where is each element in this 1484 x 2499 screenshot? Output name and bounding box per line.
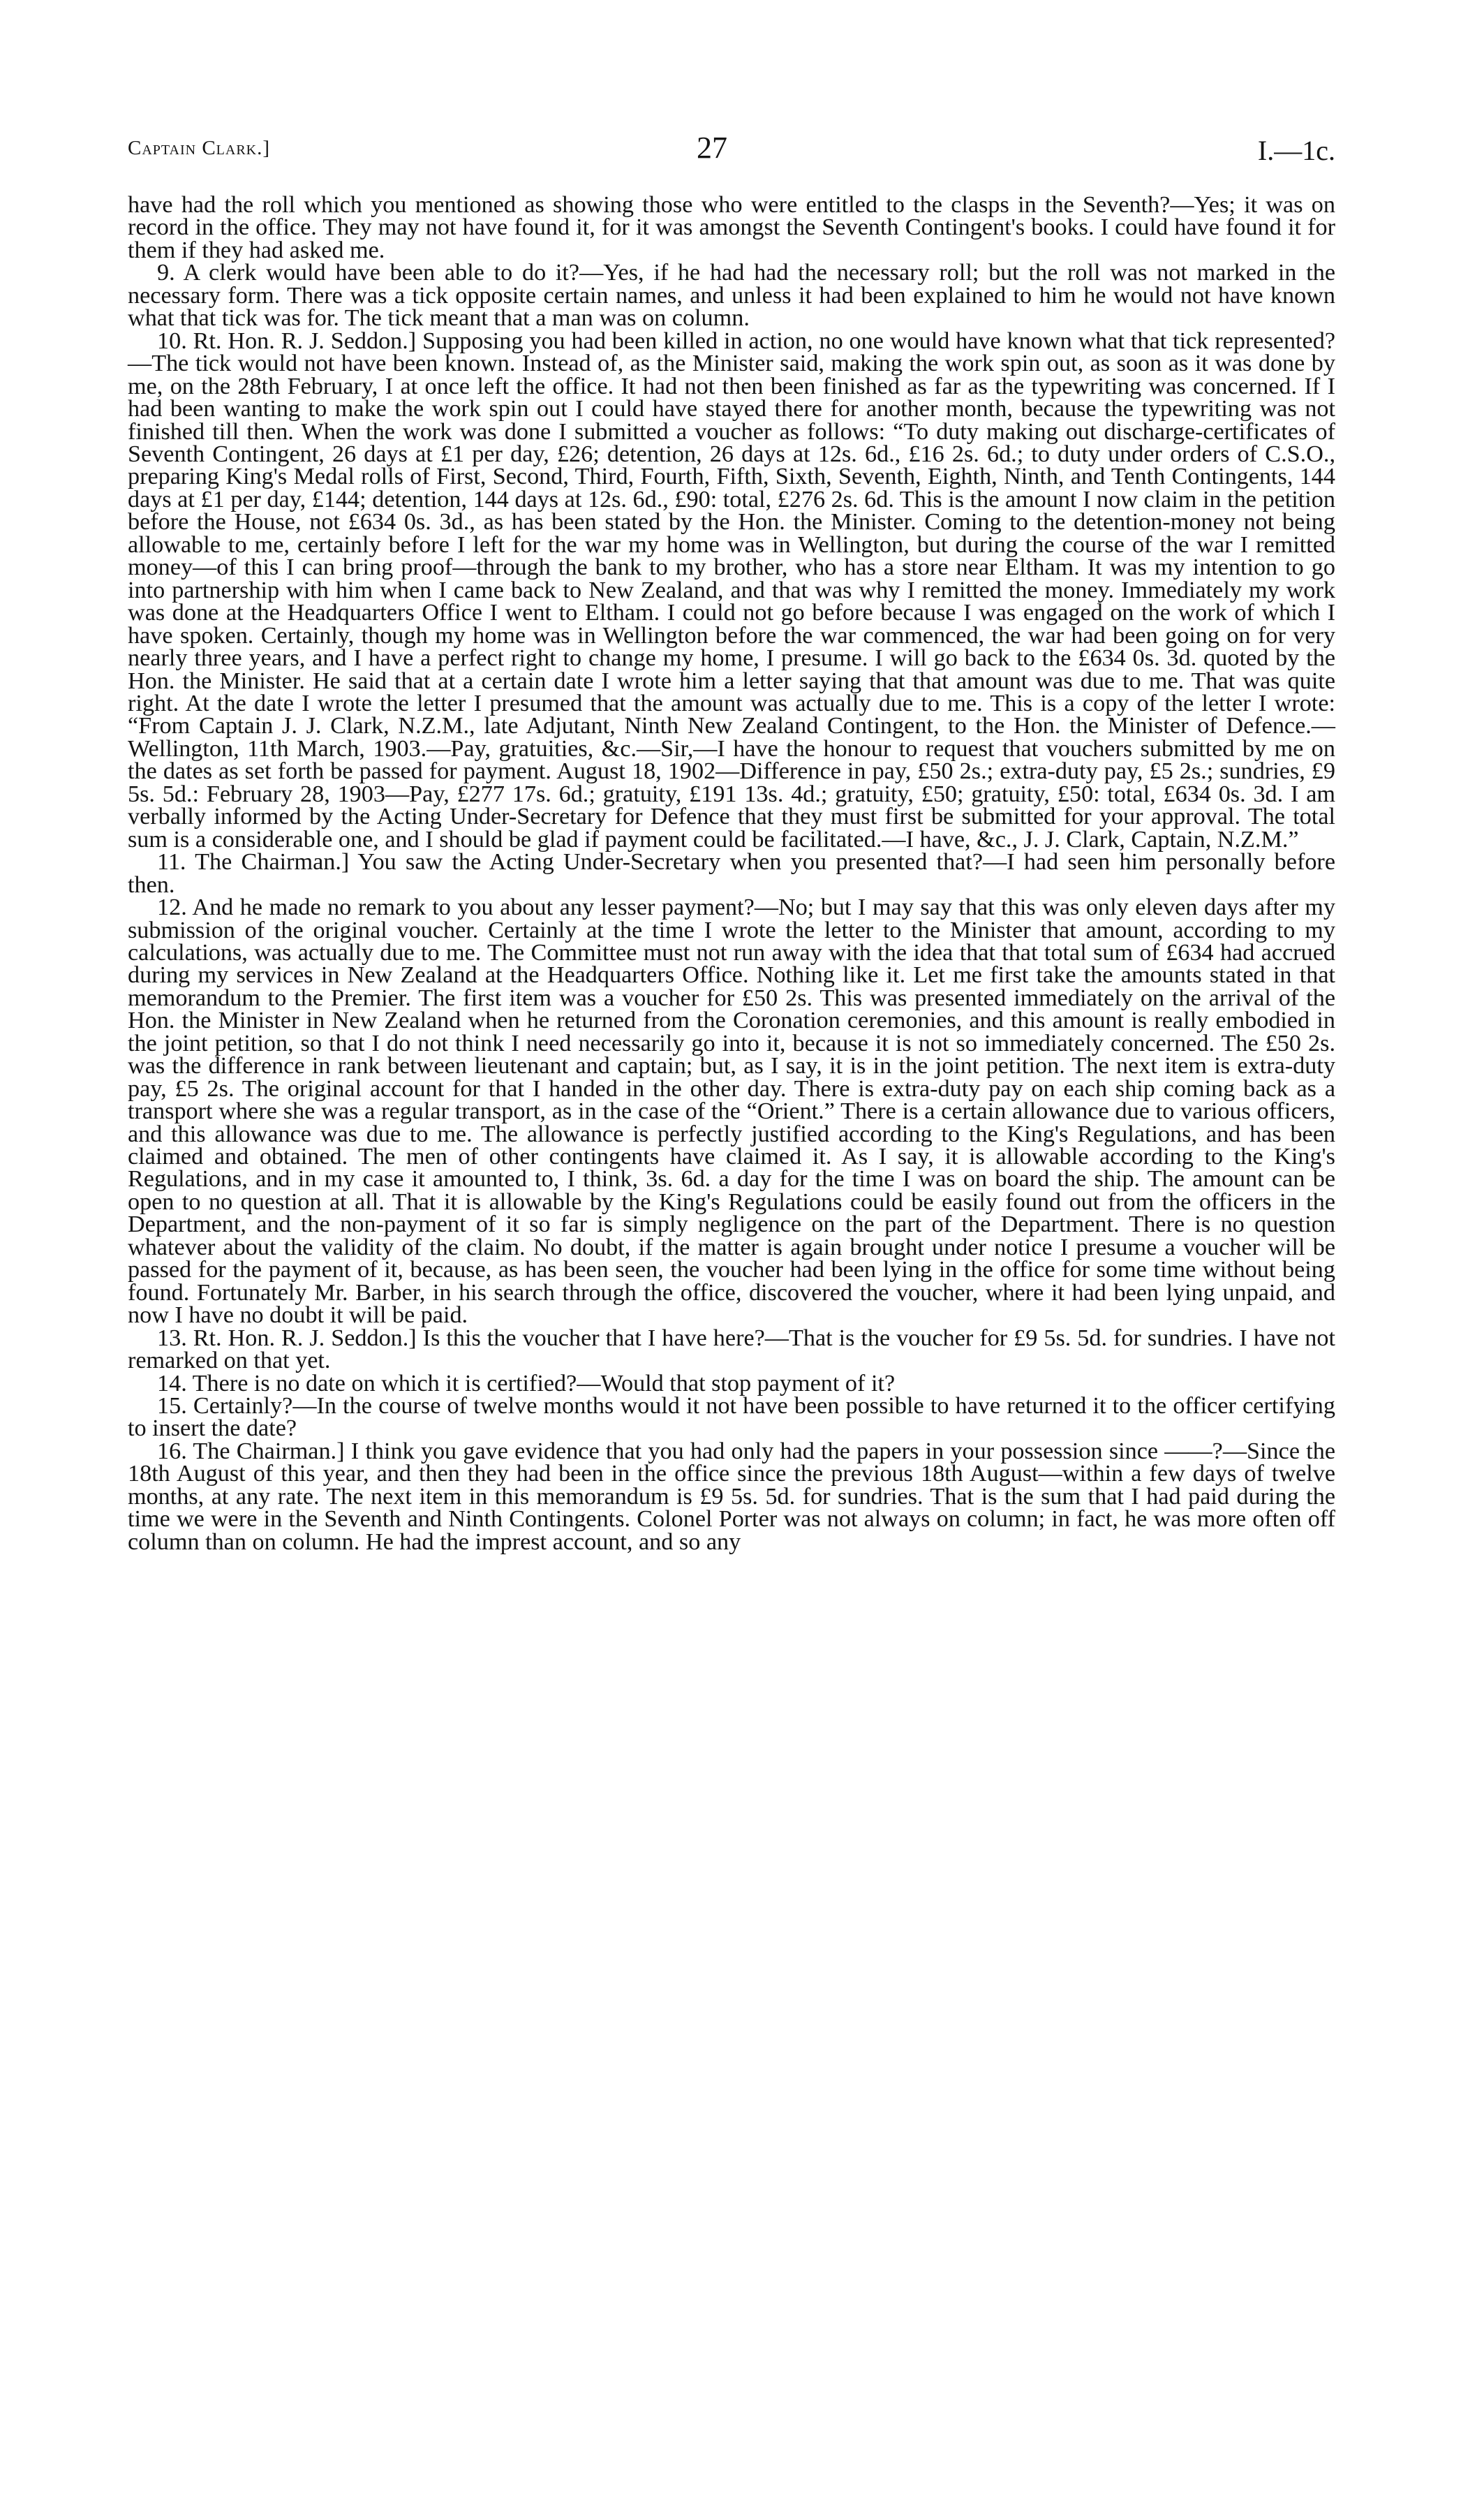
paragraph-16: 16. The Chairman.] I think you gave evidence that you had only had the papers in your possession since ——?—Since the 18th August of this year, and then they had been in the office since the previous 18th August—within a few days of twelve months, at any rate. The next item in this memorandum is £9 5s. 5d. for sundries. That is the sum that I had paid during the time we were in the Seventh and Ninth Contingents. Colonel Porter was not always on column; in fact, he was more often off column than on column. He had the imprest account, and so any: [128, 1438, 1335, 1555]
paragraph-11: 11. The Chairman.] You saw the Acting Under-Secretary when you presented that?—I had seen him personally before then.: [128, 849, 1335, 898]
paragraph-15: 15. Certainly?—In the course of twelve months would it not have been possible to have returned it to the officer certifying to insert the date?: [128, 1393, 1335, 1442]
paragraph-13: 13. Rt. Hon. R. J. Seddon.] Is this the voucher that I have here?—That is the voucher for £9 5s. 5d. for sundries. I have not remarked on that yet.: [128, 1325, 1335, 1374]
paragraph-14: 14. There is no date on which it is certified?—Would that stop payment of it?: [157, 1370, 896, 1396]
document-reference: I.—1c.: [1257, 135, 1335, 166]
paragraph-9: 9. A clerk would have been able to do it?—Yes, if he had had the necessary roll; but the roll was not marked in the necessary form. There was a tick opposite certain names, and unless it had been explained to him he would not have known what that tick was for. The tick meant that a man was on column.: [128, 260, 1335, 332]
page-header: [128, 130, 1335, 172]
paragraph-10: 10. Rt. Hon. R. J. Seddon.] Supposing you had been killed in action, no one would have known what that tick represented?—The tick would not have been known. Instead of, as the Minister said, making the work spin out, as soon as it was done by me, on the 28th February, I at once left the office. It had not then been finished as far as the typewriting was concerned. If I had been wanting to make the work spin out I could have stayed there for another month, because the typewriting was not finished till then. When the work was done I submitted a voucher as follows: “To duty making out discharge-certificates of Seventh Contingent, 26 days at £1 per day, £26; detention, 26 days at 12s. 6d., £16 2s. 6d.; to duty under orders of C.S.O., preparing King's Medal rolls of First, Second, Third, Fourth, Fifth, Sixth, Seventh, Eighth, Ninth, and Tenth Contingents, 144 days at £1 per day, £144; detention, 144 days at 12s. 6d., £90: total, £276 2s. 6d. This is the amount I now claim in the petition before the House, not £634 0s. 3d., as has been stated by the Hon. the Minister. Coming to the detention-money not being allowable to me, certainly before I left for the war my home was in Wellington, but during the course of the war I remitted money—of this I can bring proof—through the bank to my brother, who has a store near Eltham. It was my intention to go into partnership with him when I came back to New Zealand, and that was why I remitted the money. Immediately my work was done at the Headquarters Office I went to Eltham. I could not go before because I was engaged on the work of which I have spoken. Certainly, though my home was in Wellington before the war commenced, the war had been going on for very nearly three years, and I have a perfect right to change my home, I presume. I will go back to the £634 0s. 3d. quoted by the Hon. the Minister. He said that at a certain date I wrote him a letter saying that that amount was due to me. That was quite right. At the date I wrote the letter I presumed that the amount was actually due to me. This is a copy of the letter I wrote: “From Captain J. J. Clark, N.Z.M., late Adjutant, Ninth New Zealand Contingent, to the Hon. the Minister of Defence.—Wellington, 11th March, 1903.—Pay, gratuities, &c.—Sir,—I have the honour to request that vouchers submitted by me on the dates as set forth be passed for payment. August 18, 1902—Difference in pay, £50 2s.; extra-duty pay, £5 2s.; sundries, £9 5s. 5d.: February 28, 1903—Pay, £277 17s. 6d.; gratuity, £191 13s. 4d.; gratuity, £50; gratuity, £50: total, £634 0s. 3d. I am verbally informed by the Acting Under-Secretary for Defence that they must first be submitted for your approval. The total sum is a considerable one, and I should be glad if payment could be facilitated.—I have, &c., J. J. Clark, Captain, N.Z.M.”: [128, 327, 1335, 853]
body-text: [128, 194, 1335, 1554]
page-number: 27: [697, 131, 727, 165]
paragraph-continuation: have had the roll which you mentioned as showing those who were entitled to the clasps in the Seventh?—Yes; it was on record in the office. They may not have found it, for it was amongst the Seventh Contingent's books. I could have found it for them if they had asked me.: [128, 192, 1335, 263]
paragraph-12: 12. And he made no remark to you about any lesser payment?—No; but I may say that this was only eleven days after my submission of the original voucher. Certainly at the time I wrote the letter to the Minister that amount, according to my calculations, was actually due to me. The Committee must not run away with the idea that that total sum of £634 had accrued during my services in New Zealand at the Headquarters Office. Nothing like it. Let me first take the amounts stated in that memorandum to the Premier. The first item was a voucher for £50 2s. This was presented immediately on the arrival of the Hon. the Minister in New Zealand when he returned from the Coronation ceremonies, and this amount is really embodied in the joint petition, so that I do not think I need necessarily go into it, because it is not so immediately concerned. The £50 2s. was the difference in rank between lieutenant and captain; but, as I say, it is in the joint petition. The next item is extra-duty pay, £5 2s. The original account for that I handed in the other day. There is extra-duty pay on each ship coming back as a transport where she was a regular transport, as in the case of the “Orient.” There is a certain allowance due to various officers, and this allowance was due to me. The allowance is perfectly justified according to the King's Regulations, and has been claimed and obtained. The men of other contingents have claimed it. As I say, it is allowable according to the King's Regulations, and in my case it amounted to, I think, 3s. 6d. a day for the time I was on board the ship. The amount can be open to no question at all. That it is allowable by the King's Regulations could be easily found out from the officers in the Department, and the non-payment of it so far is simply negligence on the part of the Department. There is no question whatever about the validity of the claim. No doubt, if the matter is again brought under notice I presume a voucher will be passed for the payment of it, because, as has been seen, the voucher had been lying in the office for some time without being found. Fortunately Mr. Barber, in his search through the office, discovered the voucher, where it had been lying unpaid, and now I have no doubt it will be paid.: [128, 894, 1335, 1329]
running-head-left: Captain Clark.]: [128, 137, 271, 159]
